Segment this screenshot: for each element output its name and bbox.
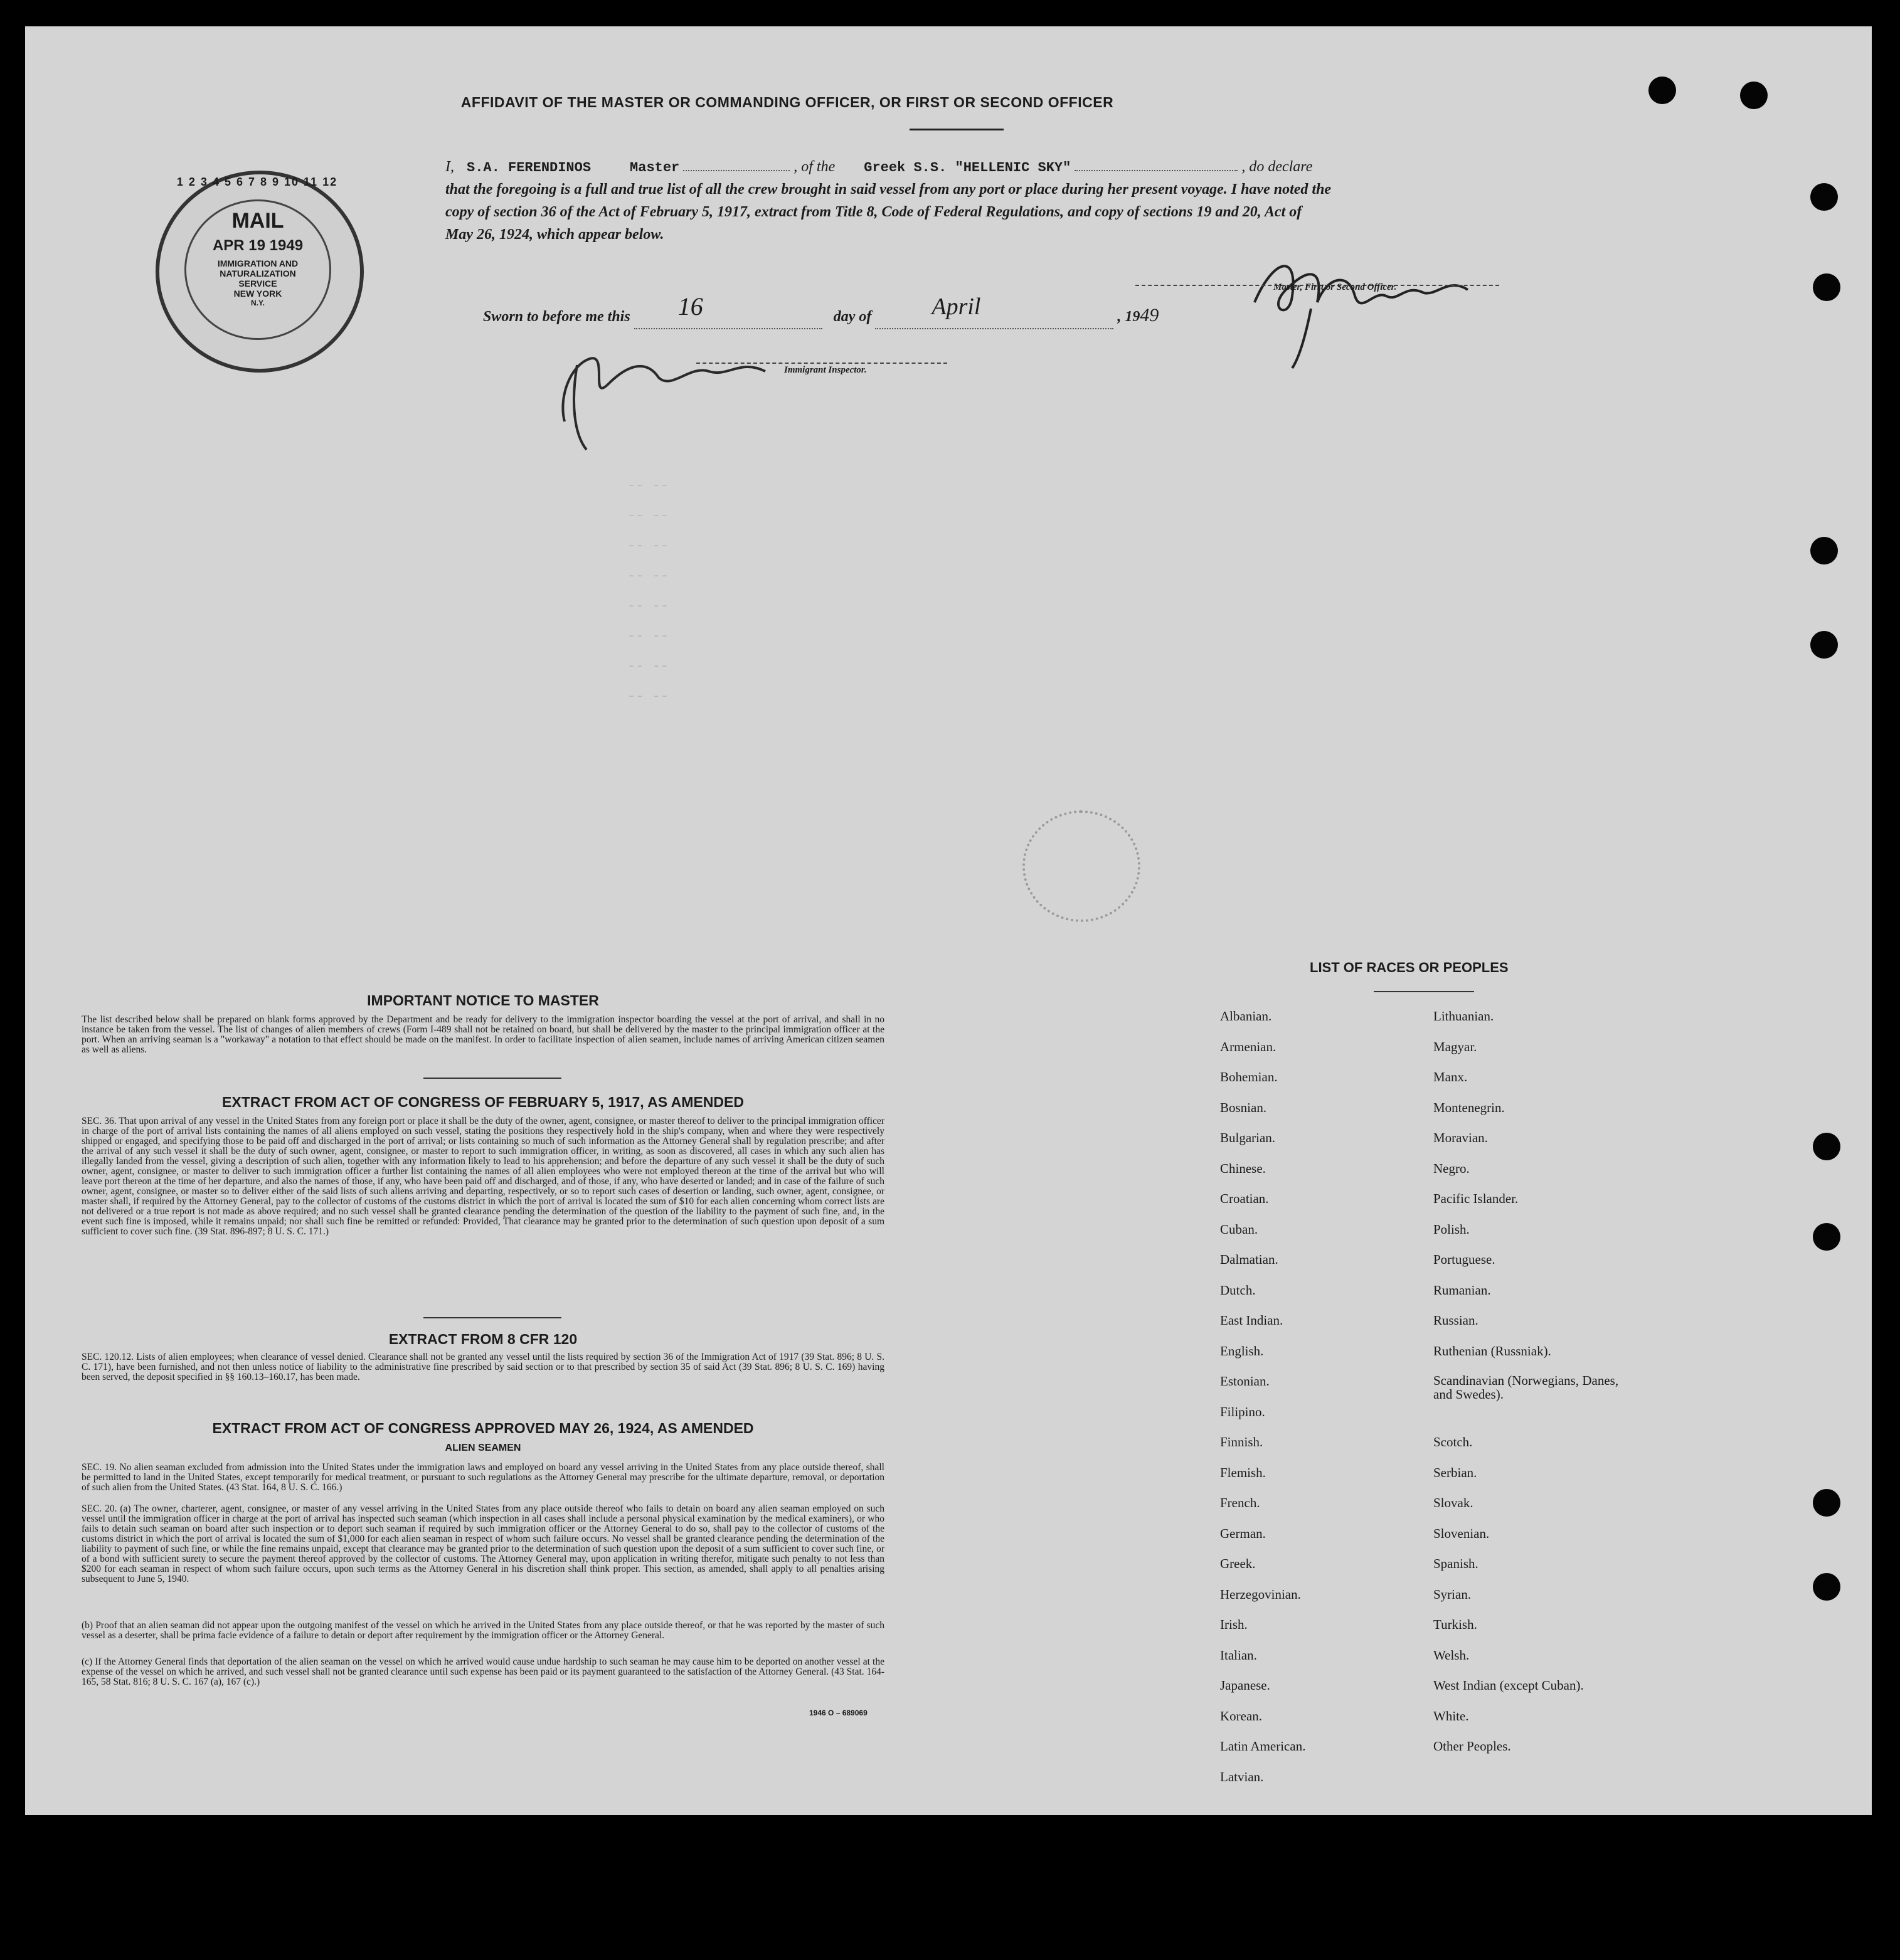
extract-1924-sec20b: (b) Proof that an alien seaman did not appear upon the outgoing manifest of the vessel on which he arrived in the United States from any place outside thereof, or that he was reported by the master of such vessel as a deserter, shall be prima facie evidence of a failure to detain or deport after requirement by the immigration officer or the Attorney General. [82, 1620, 884, 1641]
decl-do-declare: , do declare [1241, 159, 1313, 175]
race-item: Scotch. [1433, 1434, 1473, 1449]
day-field [634, 292, 822, 329]
race-item: Italian. [1220, 1647, 1257, 1663]
notice-title: IMPORTANT NOTICE TO MASTER [367, 992, 599, 1009]
stamp-line-1: IMMIGRATION AND [217, 258, 299, 268]
race-item: West Indian (except Cuban). [1433, 1678, 1584, 1693]
extract-1917-divider [423, 1317, 561, 1318]
declaration-line-4: May 26, 1924, which appear below. [445, 226, 664, 243]
race-item: Finnish. [1220, 1434, 1263, 1449]
vessel-dotted-line [1075, 170, 1238, 171]
faint-stamp-smudge [1022, 810, 1140, 922]
punch-hole [1810, 537, 1838, 564]
race-item: White. [1433, 1708, 1469, 1724]
race-item: Slovak. [1433, 1495, 1473, 1510]
sworn-text: Sworn to before me this [483, 309, 630, 325]
stamp-line-3: SERVICE [238, 278, 277, 289]
race-item: East Indian. [1220, 1313, 1283, 1328]
notice-body: The list described below shall be prepared on blank forms approved by the Department and be ready for delivery to the immigration inspector boarding the vessel at the port of arrival, and shall in no instance be taken from the vessel. The list of changes of alien members of crews (Form I-489 shall not be retained on board, but shall be delivered by the master to the principal immigration officer at the port. When an arriving seaman is a "workaway" a notation to that effect should be made on the manifest. In order to facilitate inspection of alien seamen, include names of arriving American citizen seamen as well as aliens. [82, 1014, 884, 1055]
race-item: Other Peoples. [1433, 1739, 1511, 1754]
race-item: Montenegrin. [1433, 1099, 1505, 1115]
race-item: Manx. [1433, 1069, 1468, 1084]
race-item: Greek. [1220, 1556, 1256, 1571]
day-of-text: day of [833, 309, 872, 325]
bleed-through-mark: -- -- [627, 478, 669, 494]
stamp-mail-label: MAIL [231, 209, 284, 233]
race-item: Dalmatian. [1220, 1252, 1278, 1267]
race-item: Latvian. [1220, 1769, 1264, 1784]
race-item: Turkish. [1433, 1617, 1477, 1632]
punch-hole [1810, 631, 1838, 659]
month-field [875, 294, 1113, 329]
extract-1924-sec19: SEC. 19. No alien seaman excluded from admission into the United States under the immigration laws and employed on board any vessel arriving in the United States from any place outside thereof, shall be permitted to land in the United States, except temporarily for medical treatment, or pursuant to such regulations as the Attorney General may prescribe for the ultimate departure, removal, or deportation of such alien from the United States. (43 Stat. 164, 8 U. S. C. 166.) [82, 1462, 884, 1493]
master-signature [1217, 233, 1505, 371]
stamp-date: APR 19 1949 [212, 237, 304, 254]
race-item: Filipino. [1220, 1404, 1265, 1419]
races-title: LIST OF RACES OR PEOPLES [1310, 960, 1509, 975]
master-name: S.A. FERENDINOS [467, 160, 592, 176]
bleed-through-mark: -- -- [627, 598, 669, 614]
race-item: German. [1220, 1525, 1266, 1541]
stamp-line-5: N.Y. [250, 299, 265, 307]
mail-stamp [156, 171, 364, 373]
stamp-center [184, 199, 331, 340]
race-item: French. [1220, 1495, 1260, 1510]
race-item: Slovenian. [1433, 1525, 1490, 1541]
race-item: Russian. [1433, 1313, 1478, 1328]
extract-cfr-title: EXTRACT FROM 8 CFR 120 [388, 1331, 578, 1347]
race-item-spacer [1433, 1404, 1647, 1435]
document-page [25, 26, 1872, 1815]
decl-of-the: , of the [793, 159, 836, 175]
race-item: Pacific Islander. [1433, 1191, 1519, 1206]
punch-hole [1648, 77, 1676, 104]
extract-1917-body: SEC. 36. That upon arrival of any vessel in the United States from any foreign port or place it shall be the duty of the owner, agent, consignee, or master thereof to deliver to the principal immigration officer in charge of the port of arrival lists containing the names of all aliens employed on such vessel, stating the positions they respectively hold in the ship's company, when and where they were respectively shipped or engaged, and specifying those to be paid off and discharged in the port of arrival; or lists containing so much of such information as the Attorney General shall by regulation prescribe; and after the arrival of any such vessel it shall be the duty of such owner, agent, consignee, or master to report to such immigration officer, in writing, as soon as discovered, all cases in which any such alien has illegally landed from the vessel, giving a description of such alien, together with any information likely to lead to his apprehension; and before the departure of any such vessel it shall be the duty of such owner, agent, consignee, or master to deliver to such immigration officer a further list containing the names of all alien employees who were not employed thereon at the time of the arrival but who will leave port thereon at the time of her departure, and also the names of those, if any, who have been paid off and discharged, and of those, if any, who have deserted or landed; and in case of the failure of such owner, agent, consignee, or master so to deliver either of the said lists of such aliens arriving and departing, respectively, or so to report such cases of desertion or landing, such owner, agent, consignee, or master shall, if required by the Attorney General, pay to the collector of customs of the customs district in which the port of arrival is located the sum of $10 for each alien concerning whom correct lists are not delivered or a true report is not made as above required; and no such vessel shall be granted clearance pending the determination of the question of the liability to the payment of such fine, and, in the event such fine is imposed, while it remains unpaid; nor shall such fine be remitted or refunded: Provided, That clearance may be granted prior to the determination of such question upon deposit of a sum sufficient to cover such fine. (39 Stat. 896-897; 8 U. S. C. 171.) [82, 1116, 884, 1237]
punch-hole [1813, 273, 1840, 301]
race-item: Bohemian. [1220, 1069, 1278, 1084]
race-item: Herzegovinian. [1220, 1586, 1301, 1602]
race-item: Dutch. [1220, 1282, 1256, 1298]
punch-hole [1813, 1573, 1840, 1601]
stamp-line-4: NEW YORK [233, 289, 282, 299]
inspector-signature [539, 327, 790, 453]
races-divider [1374, 991, 1474, 992]
extract-1924-subtitle: ALIEN SEAMEN [445, 1443, 521, 1453]
extract-1924-sec20c: (c) If the Attorney General finds that deportation of the alien seaman on the vessel on which he arrived would cause undue hardship to such seaman he may cause him to be deported on another vessel at the expense of the vessel on which he arrived, and such vessel shall not be granted clearance until such expense has been paid or its payment guaranteed to the satisfaction of the Attorney General. (43 Stat. 164-165, 58 Stat. 816; 8 U. S. C. 167 (a), 167 (c).) [82, 1656, 884, 1687]
race-item: Magyar. [1433, 1039, 1477, 1054]
bleed-through-mark: -- -- [627, 659, 669, 674]
race-item: Polish. [1433, 1221, 1470, 1237]
race-item: Latin American. [1220, 1739, 1306, 1754]
punch-hole [1810, 183, 1838, 211]
race-item: Welsh. [1433, 1647, 1470, 1663]
race-item: Albanian. [1220, 1009, 1272, 1024]
punch-hole [1813, 1223, 1840, 1251]
sworn-day: 16 [677, 292, 703, 320]
inspector-line [696, 363, 947, 364]
punch-hole [1813, 1489, 1840, 1517]
race-item: Bulgarian. [1220, 1130, 1276, 1145]
race-item: Lithuanian. [1433, 1009, 1494, 1024]
bleed-through-mark: -- -- [627, 568, 669, 584]
race-item: Flemish. [1220, 1465, 1266, 1480]
race-item: Serbian. [1433, 1465, 1477, 1480]
title-divider [910, 129, 1004, 130]
race-item: Korean. [1220, 1708, 1263, 1724]
affidavit-title: AFFIDAVIT OF THE MASTER OR COMMANDING OFFICER, OR FIRST OR SECOND OFFICER [460, 94, 1114, 110]
rank-dotted-line [683, 170, 790, 171]
extract-1917-title: EXTRACT FROM ACT OF CONGRESS OF FEBRUARY 5, 1917, AS AMENDED [222, 1094, 744, 1110]
race-item: Syrian. [1433, 1586, 1472, 1602]
race-item: Armenian. [1220, 1039, 1276, 1054]
sworn-line [483, 292, 1518, 329]
notice-divider [423, 1078, 561, 1079]
declaration-line-3: copy of section 36 of the Act of February 5, 1917, extract from Title 8, Code of Federal Regulations, and copy of sections 19 and 20, Act of [445, 204, 1302, 220]
race-item: Rumanian. [1433, 1282, 1491, 1298]
punch-hole [1813, 1133, 1840, 1160]
stamp-line-2: NATURALIZATION [220, 268, 296, 278]
signature-caption: Master, First or Second Officer. [1273, 282, 1397, 292]
sworn-year: 49 [1140, 305, 1159, 326]
bleed-through-mark: -- -- [627, 538, 669, 554]
extract-1924-title: EXTRACT FROM ACT OF CONGRESS APPROVED MAY 26, 1924, AS AMENDED [212, 1420, 754, 1436]
year-prefix: , 19 [1117, 309, 1140, 325]
race-item: Estonian. [1220, 1374, 1270, 1389]
race-item: English. [1220, 1343, 1264, 1359]
printer-code: 1946 O – 689069 [809, 1708, 868, 1717]
race-item: Chinese. [1220, 1160, 1266, 1176]
extract-1924-sec20a: SEC. 20. (a) The owner, charterer, agent, consignee, or master of any vessel arriving in the United States from any place outside thereof who fails to detain on board any alien seaman employed on such vessel until the immigration officer in charge at the port of arrival has inspected such seaman (which inspection in all cases shall include a personal physical examination by the medical examiners), or who fails to detain such seaman on board after such inspection or to deport such seaman if required by such immigration officer or the Attorney General to do so, shall pay to the collector of customs of the customs district in which the port of arrival is located the sum of $1,000 for each alien seaman in respect of whom such failure occurs. No vessel shall be granted clearance pending the determination of the liability to payment of such fine, or while the fine remains unpaid, except that clearance may be granted prior to the determination of such question upon the deposit of a sum sufficient to cover such fine, or of a bond with sufficient surety to secure the payment thereof approved by the collector of customs. The Attorney General may, upon application in writing therefor, mitigate such penalty to not less than $200 for each seaman in respect of whom such failure occurs, upon such terms as the Attorney General in his discretion shall think proper. This section, as amended, shall apply to all penalties arising subsequent to June 5, 1940. [82, 1503, 884, 1584]
decl-i: I, [445, 159, 454, 175]
inspector-caption: Immigrant Inspector. [784, 365, 867, 375]
sworn-month: April [931, 294, 981, 320]
extract-cfr-body: SEC. 120.12. Lists of alien employees; when clearance of vessel denied. Clearance shall not be granted any vessel until the lists required by section 36 of the Immigration Act of 1917 (39 Stat. 896; 8 U. S. C. 171), have been furnished, and not then unless notice of liability to the administrative fine prescribed by said section or to that prescribed by section 35 of said Act (39 Stat. 896; 8 U. S. C. 169) having been served, the deposit specified in §§ 160.13–160.17, has been made. [82, 1352, 884, 1382]
declaration-line-2: that the foregoing is a full and true list of all the crew brought in said vessel from any port or place during her present voyage. I have noted the [445, 181, 1332, 198]
race-item: Moravian. [1433, 1130, 1488, 1145]
bleed-through-mark: -- -- [627, 508, 669, 524]
vessel-name: Greek S.S. "HELLENIC SKY" [864, 160, 1071, 176]
race-item: Croatian. [1220, 1191, 1269, 1206]
race-item: Negro. [1433, 1160, 1470, 1176]
race-item: Scandinavian (Norwegians, Danes, and Swedes). [1433, 1373, 1619, 1402]
stamp-ring-numbers: 1 2 3 4 5 6 7 8 9 10 11 12 [176, 176, 338, 188]
race-item: Japanese. [1220, 1678, 1270, 1693]
race-item: Irish. [1220, 1617, 1248, 1632]
race-item: Cuban. [1220, 1221, 1258, 1237]
bleed-through-mark: -- -- [627, 689, 669, 704]
races-left-column [1220, 1009, 1305, 1799]
master-rank: Master [630, 160, 680, 176]
punch-hole [1740, 82, 1768, 109]
race-item: Spanish. [1433, 1556, 1478, 1571]
races-right-column [1433, 1009, 1647, 1769]
race-item: Ruthenian (Russniak). [1433, 1343, 1551, 1359]
race-item: Bosnian. [1220, 1099, 1267, 1115]
bleed-through-mark: -- -- [627, 628, 669, 644]
declaration-line-1 [445, 156, 1480, 179]
race-item: Portuguese. [1433, 1252, 1495, 1267]
